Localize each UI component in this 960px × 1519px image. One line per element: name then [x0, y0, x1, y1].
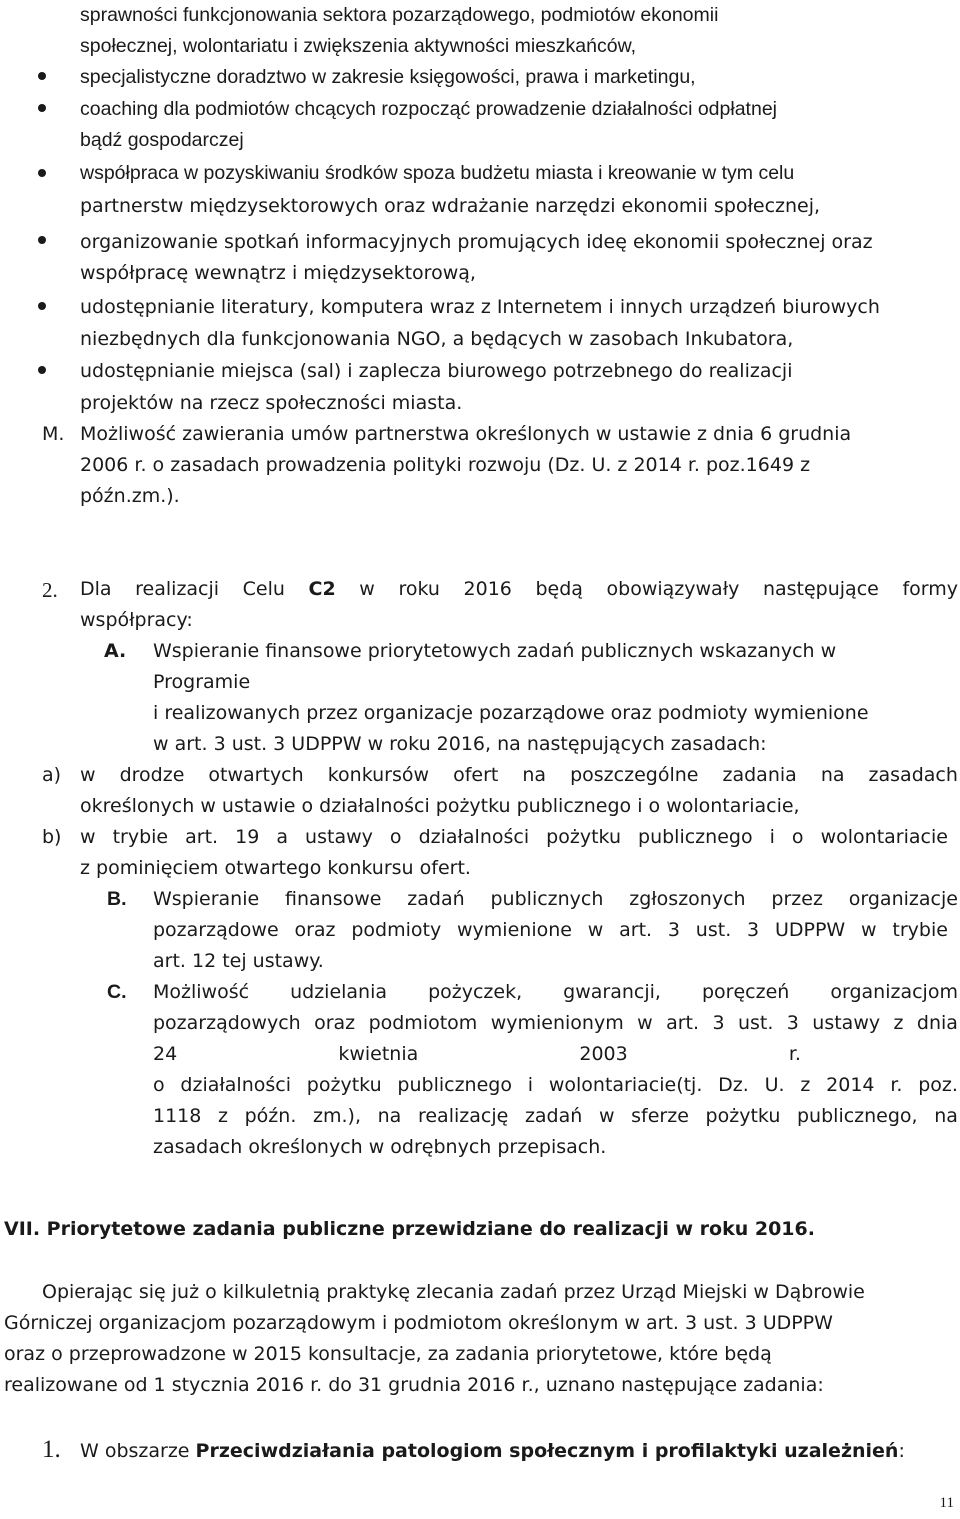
word: U. [764, 1074, 785, 1096]
subsection-c-line-6: zasadach określonych w odrębnych przepisach. [153, 1136, 607, 1158]
word: art. [666, 1012, 700, 1034]
word: Dz. [718, 1074, 749, 1096]
bullet-item-6-line-1: udostępnianie miejsca (sal) i zaplecza biurowego potrzebnego do realizacji [80, 360, 793, 382]
word: Celu [242, 578, 285, 600]
point-a-letter: a) [42, 764, 62, 786]
word: Możliwość [153, 981, 250, 1003]
word: konkursów [327, 764, 430, 786]
bullet-item-5-line-2: niezbędnych dla funkcjonowania NGO, a będących w zasobach Inkubatora, [80, 328, 794, 350]
word: w [637, 1012, 653, 1034]
word: organizacjom [830, 981, 958, 1003]
bullet-icon [38, 72, 46, 80]
word: na [934, 1105, 958, 1127]
word: zgłoszonych [629, 888, 746, 910]
word: o [153, 1074, 165, 1096]
subsection-b-line-2 [153, 917, 948, 943]
word: publicznych [490, 888, 604, 910]
word: przez [771, 888, 823, 910]
subsection-c-line-2 [153, 1010, 958, 1036]
subsection-a-line-3: i realizowanych przez organizacje pozarządowe oraz podmioty wymienione [153, 702, 869, 724]
point-b-line-1 [80, 824, 948, 850]
word: finansowe [285, 888, 382, 910]
bullet-item-6-line-2: projektów na rzecz społeczności miasta. [80, 392, 463, 414]
section-7-heading: VII. Priorytetowe zadania publiczne przewidziane do realizacji w roku 2016. [4, 1218, 815, 1240]
word: wolontariacie(tj. [548, 1074, 703, 1096]
priority-item-1-title: Przeciwdziałania patologiom społecznym i profilaktyki uzależnień [195, 1440, 899, 1462]
word: udzielania [290, 981, 388, 1003]
word: zadań [524, 1105, 583, 1127]
subsection-c-line-3 [153, 1041, 801, 1067]
word: w [80, 826, 96, 848]
subsection-c-line-1 [153, 979, 958, 1005]
word: zadań [407, 888, 465, 910]
word: działalności [180, 1074, 291, 1096]
word: organizacje [848, 888, 958, 910]
section-7-paragraph-line-3: oraz o przeprowadzone w 2015 konsultacje, za zadania priorytetowe, które będą [4, 1343, 772, 1365]
word: w [861, 919, 877, 941]
bullet-icon [38, 236, 46, 244]
word: UDPPW [774, 919, 846, 941]
section-2-number: 2. [42, 578, 58, 602]
word: 19 [235, 826, 260, 848]
word: art. [185, 826, 219, 848]
word: następujące [762, 578, 879, 600]
point-a-line-1 [80, 762, 958, 788]
subsection-a-line-1: Wspieranie finansowe priorytetowych zadań publicznych wskazanych w [153, 640, 837, 662]
point-b-line-2: z pominięciem otwartego konkursu ofert. [80, 857, 471, 879]
bullet-icon [38, 366, 46, 374]
word: 2016 [463, 578, 512, 600]
priority-item-1-colon: : [898, 1440, 905, 1462]
word: trybie [112, 826, 169, 848]
word: dnia [916, 1012, 958, 1034]
subsection-c-line-4 [153, 1072, 958, 1098]
word: C2 [308, 578, 336, 600]
section-7-paragraph-line-4: realizowane od 1 stycznia 2016 r. do 31 grudnia 2016 r., uznano następujące zadania: [4, 1374, 824, 1396]
word: drodze [119, 764, 185, 786]
intro-line-1: sprawności funkcjonowania sektora pozarządowego, podmiotów ekonomii [80, 4, 719, 26]
word: w [587, 919, 604, 941]
section-7-paragraph-line-2: Górniczej organizacjom pozarządowym i podmiotom określonym w art. 3 ust. 3 UDPPW [4, 1312, 833, 1334]
item-m-letter: M. [42, 423, 65, 445]
word: realizację [417, 1105, 509, 1127]
word: wymienione [457, 919, 572, 941]
word: podmioty [351, 919, 442, 941]
subsection-b-line-3: art. 12 tej ustawy. [153, 950, 324, 972]
bullet-icon [38, 302, 46, 310]
word: art. [619, 919, 653, 941]
word: r. [890, 1074, 903, 1096]
word: otwartych [208, 764, 304, 786]
word: Wspieranie [153, 888, 260, 910]
item-m-line-1: Możliwość zawierania umów partnerstwa określonych w ustawie z dnia 6 grudnia [80, 423, 852, 445]
bullet-item-3-line-2: partnerstw międzysektorowych oraz wdrażanie narzędzi ekonomii społecznej, [80, 195, 821, 217]
word: 2003 [579, 1043, 628, 1065]
priority-item-1-text [80, 1438, 905, 1464]
word: podmiotom [368, 1012, 478, 1034]
word: poręczeń [701, 981, 790, 1003]
word: 3 [786, 1012, 799, 1034]
bullet-item-5-line-1: udostępnianie literatury, komputera wraz z Internetem i innych urządzeń biurowych [80, 296, 880, 318]
word: publicznego [397, 1074, 512, 1096]
word: o [389, 826, 402, 848]
bullet-item-1: specjalistyczne doradztwo w zakresie księgowości, prawa i marketingu, [80, 66, 696, 88]
word: 2014 [826, 1074, 875, 1096]
word: pożytku [546, 826, 621, 848]
subsection-c-letter: C. [107, 981, 127, 1003]
word: pozarządowe [153, 919, 279, 941]
item-m-line-3: późn.zm.). [80, 485, 180, 507]
word: 3 [712, 1012, 725, 1034]
word: publicznego [638, 826, 753, 848]
word: będą [535, 578, 583, 600]
word: z [893, 1012, 904, 1034]
word: kwietnia [338, 1043, 419, 1065]
word: w [359, 578, 375, 600]
word: na [522, 764, 547, 786]
word: ofert [453, 764, 499, 786]
word: Dla [80, 578, 112, 600]
word: pożytku [705, 1105, 781, 1127]
section-7-paragraph-line-1: Opierając się już o kilkuletnią praktykę zlecania zadań przez Urząd Miejski w Dąbrowie [42, 1281, 865, 1303]
bullet-item-4-line-1: organizowanie spotkań informacyjnych promujących ideę ekonomii społecznej oraz [80, 231, 873, 253]
page-number: 11 [939, 1495, 954, 1511]
word: oraz [294, 919, 336, 941]
word: gwarancji, [563, 981, 661, 1003]
word: 24 [153, 1043, 178, 1065]
word: ustawy [305, 826, 373, 848]
word: sferze [631, 1105, 689, 1127]
bullet-icon [38, 169, 46, 177]
bullet-icon [38, 104, 46, 112]
word: roku [398, 578, 440, 600]
word: o [791, 826, 804, 848]
word: a [276, 826, 289, 848]
word: ust. [695, 919, 732, 941]
intro-line-2: społecznej, wolontariatu i zwiększenia aktywności mieszkańców, [80, 35, 636, 57]
word: realizacji [135, 578, 220, 600]
word: wymienionym [490, 1012, 624, 1034]
word: formy [902, 578, 958, 600]
word: na [377, 1105, 402, 1127]
word: pożyczek, [428, 981, 523, 1003]
word: pożytku [306, 1074, 382, 1096]
point-b-letter: b) [42, 826, 62, 848]
section-2-line-1 [80, 576, 958, 602]
priority-item-1-number: 1. [42, 1436, 61, 1463]
word: trybie [892, 919, 948, 941]
word: publicznego, [797, 1105, 918, 1127]
word: 1118 [153, 1105, 202, 1127]
word: 3 [747, 919, 760, 941]
priority-item-1-prefix: W obszarze [80, 1440, 196, 1462]
word: 3 [667, 919, 680, 941]
word: późn. [244, 1105, 297, 1127]
word: i [527, 1074, 534, 1096]
bullet-item-3-line-1: współpraca w pozyskiwaniu środków spoza budżetu miasta i kreowanie w tym celu [80, 162, 795, 184]
word: ust. [737, 1012, 774, 1034]
item-m-line-2: 2006 r. o zasadach prowadzenia polityki rozwoju (Dz. U. z 2014 r. poz.1649 z [80, 454, 811, 476]
word: pozarządowych [153, 1012, 301, 1034]
word: zm.), [313, 1105, 361, 1127]
word: działalności [418, 826, 530, 848]
word: poszczególne [570, 764, 699, 786]
word: na [820, 764, 845, 786]
word: wolontariacie [820, 826, 948, 848]
word: poz. [918, 1074, 958, 1096]
subsection-b-letter: B. [107, 888, 127, 910]
subsection-a-line-2: Programie [153, 671, 251, 693]
word: oraz [314, 1012, 356, 1034]
subsection-b-line-1 [153, 886, 958, 912]
word: r. [788, 1043, 801, 1065]
word: z [800, 1074, 811, 1096]
subsection-c-line-5 [153, 1103, 958, 1129]
word: zasadach [868, 764, 958, 786]
word: ustawy [812, 1012, 881, 1034]
bullet-item-2-line-2: bądź gospodarczej [80, 129, 244, 151]
subsection-a-line-4: w art. 3 ust. 3 UDPPW w roku 2016, na następujących zasadach: [153, 733, 767, 755]
bullet-item-4-line-2: współpracę wewnątrz i międzysektorową, [80, 262, 476, 284]
word: i [769, 826, 775, 848]
word: w [80, 764, 96, 786]
word: obowiązywały [606, 578, 740, 600]
subsection-a-letter: A. [104, 640, 127, 662]
bullet-item-2-line-1: coaching dla podmiotów chcących rozpocząć prowadzenie działalności odpłatnej [80, 98, 777, 120]
section-2-line-2: współpracy: [80, 609, 193, 631]
word: z [218, 1105, 228, 1127]
word: zadania [722, 764, 797, 786]
point-a-line-2: określonych w ustawie o działalności pożytku publicznego i o wolontariacie, [80, 795, 800, 817]
word: w [598, 1105, 615, 1127]
